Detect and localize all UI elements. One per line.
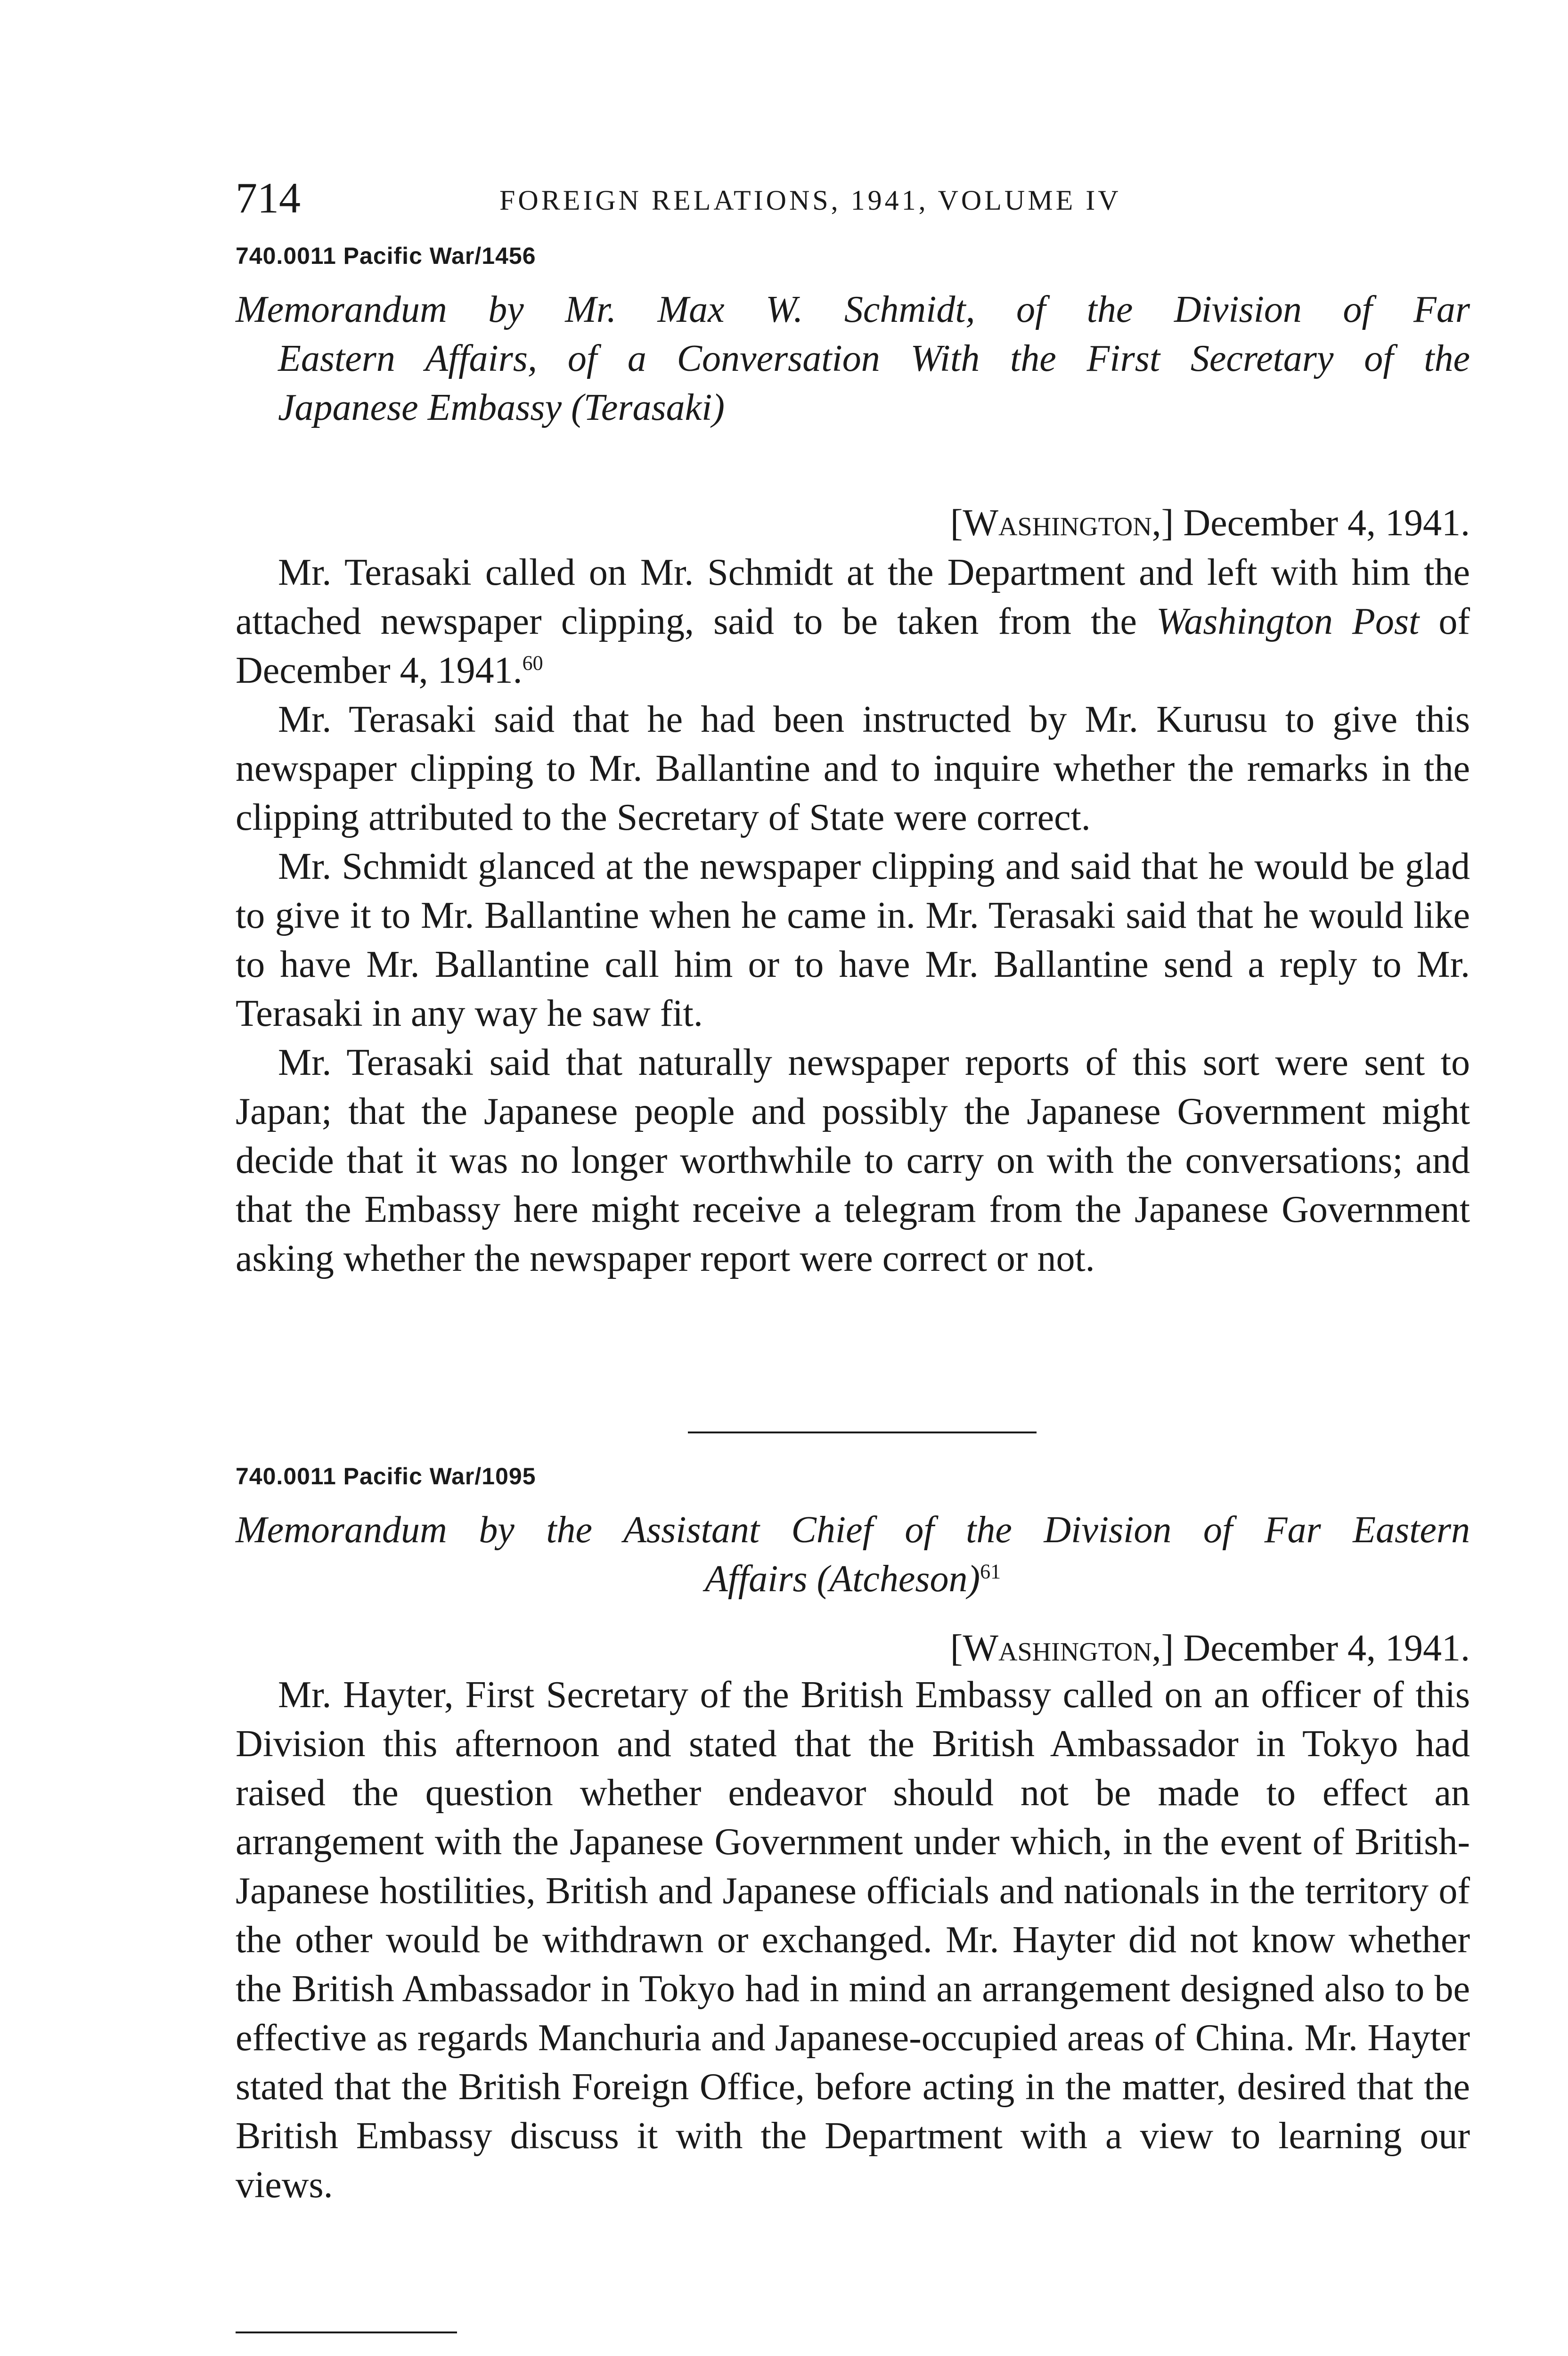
doc2-file-reference: 740.0011 Pacific War/1095 (236, 1463, 536, 1489)
doc2-dateline-date: December 4, 1941. (1183, 1628, 1470, 1669)
newspaper-title: Washington Post (1156, 601, 1420, 642)
doc1-title (236, 285, 1470, 432)
doc1-paragraph-1-text-b: of December 4, 1941. (236, 601, 1470, 691)
doc1-title-line-1: Memorandum by Mr. Max W. Schmidt, of the Division of Far (236, 289, 1470, 330)
doc2-title-line-1: Memorandum by the Assistant Chief of the Division of Far Eastern (236, 1509, 1470, 1551)
footnote-ref-61: 61 (980, 1560, 1001, 1583)
doc2-paragraph-1: Mr. Hayter, First Secretary of the British Embassy called on an officer of this Division this afternoon and stated that the British Ambassador in Tokyo had raised the question whether endeavor should not be made to effect an arrangement with the Japanese Government under which, in the event of British-Japanese hostilities, British and Japanese officials and nationals in the territory of the other would be withdrawn or exchanged. Mr. Hayter did not know whether the British Ambassador in Tokyo had in mind an arrangement designed also to be effective as regards Manchuria and Japanese-occupied areas of China. Mr. Hayter stated that the British Foreign Office, before acting in the matter, desired that the British Embassy discuss it with the Department with a view to learning our views. (236, 1674, 1470, 2206)
footnote-rule (236, 2331, 457, 2333)
doc1-dateline-place: [Washington,] (950, 502, 1174, 544)
doc2-dateline-place: [Washington,] (950, 1628, 1174, 1669)
doc1-file-reference: 740.0011 Pacific War/1456 (236, 243, 536, 269)
page-header (236, 174, 1470, 221)
page-number: 714 (236, 174, 301, 222)
footnote-ref-60: 60 (522, 651, 543, 675)
doc1-paragraph-4: Mr. Terasaki said that naturally newspaper reports of this sort were sent to Japan; that the Japanese people and possibly the Japanese Government might decide that it was no longer worthwhile to carry on with the conversations; and that the Embassy here might receive a telegram from the Japanese Government asking whether the newspaper report were correct or not. (236, 1042, 1470, 1279)
doc2-title (236, 1505, 1470, 1603)
running-head: FOREIGN RELATIONS, 1941, VOLUME IV (499, 185, 1121, 216)
doc1-paragraph-3: Mr. Schmidt glanced at the newspaper clipping and said that he would be glad to give it to Mr. Ballantine when he came in. Mr. Terasaki said that he would like to have Mr. Ballantine call him or to have Mr. Ballantine send a reply to Mr. Terasaki in any way he saw fit. (236, 846, 1470, 1034)
doc2-title-line-2-wrap (236, 1554, 1470, 1603)
doc1-dateline-date: December 4, 1941. (1183, 502, 1470, 544)
doc1-paragraph-2: Mr. Terasaki said that he had been instructed by Mr. Kurusu to give this newspaper clipping to Mr. Ballantine and to inquire whether the remarks in the clipping attributed to the Secretary of State were correct. (236, 699, 1470, 838)
doc1-body (236, 548, 1470, 1283)
doc2-title-line-2: Affairs (Atcheson) (704, 1558, 980, 1600)
doc1-dateline (848, 499, 1470, 547)
section-divider (688, 1432, 1037, 1433)
doc1-paragraph-1-text-a: Mr. Terasaki called on Mr. Schmidt at the Department and left with him the attached newspaper clipping, said to be taken from the (236, 552, 1470, 642)
doc2-body (236, 1670, 1470, 2209)
doc1-title-line-3: Japanese Embassy (Terasaki) (278, 387, 725, 428)
doc1-paragraph-1 (236, 548, 1470, 695)
doc1-title-line-2: Eastern Affairs, of a Conversation With the First Secretary of the (278, 338, 1470, 379)
doc2-dateline (848, 1625, 1470, 1672)
